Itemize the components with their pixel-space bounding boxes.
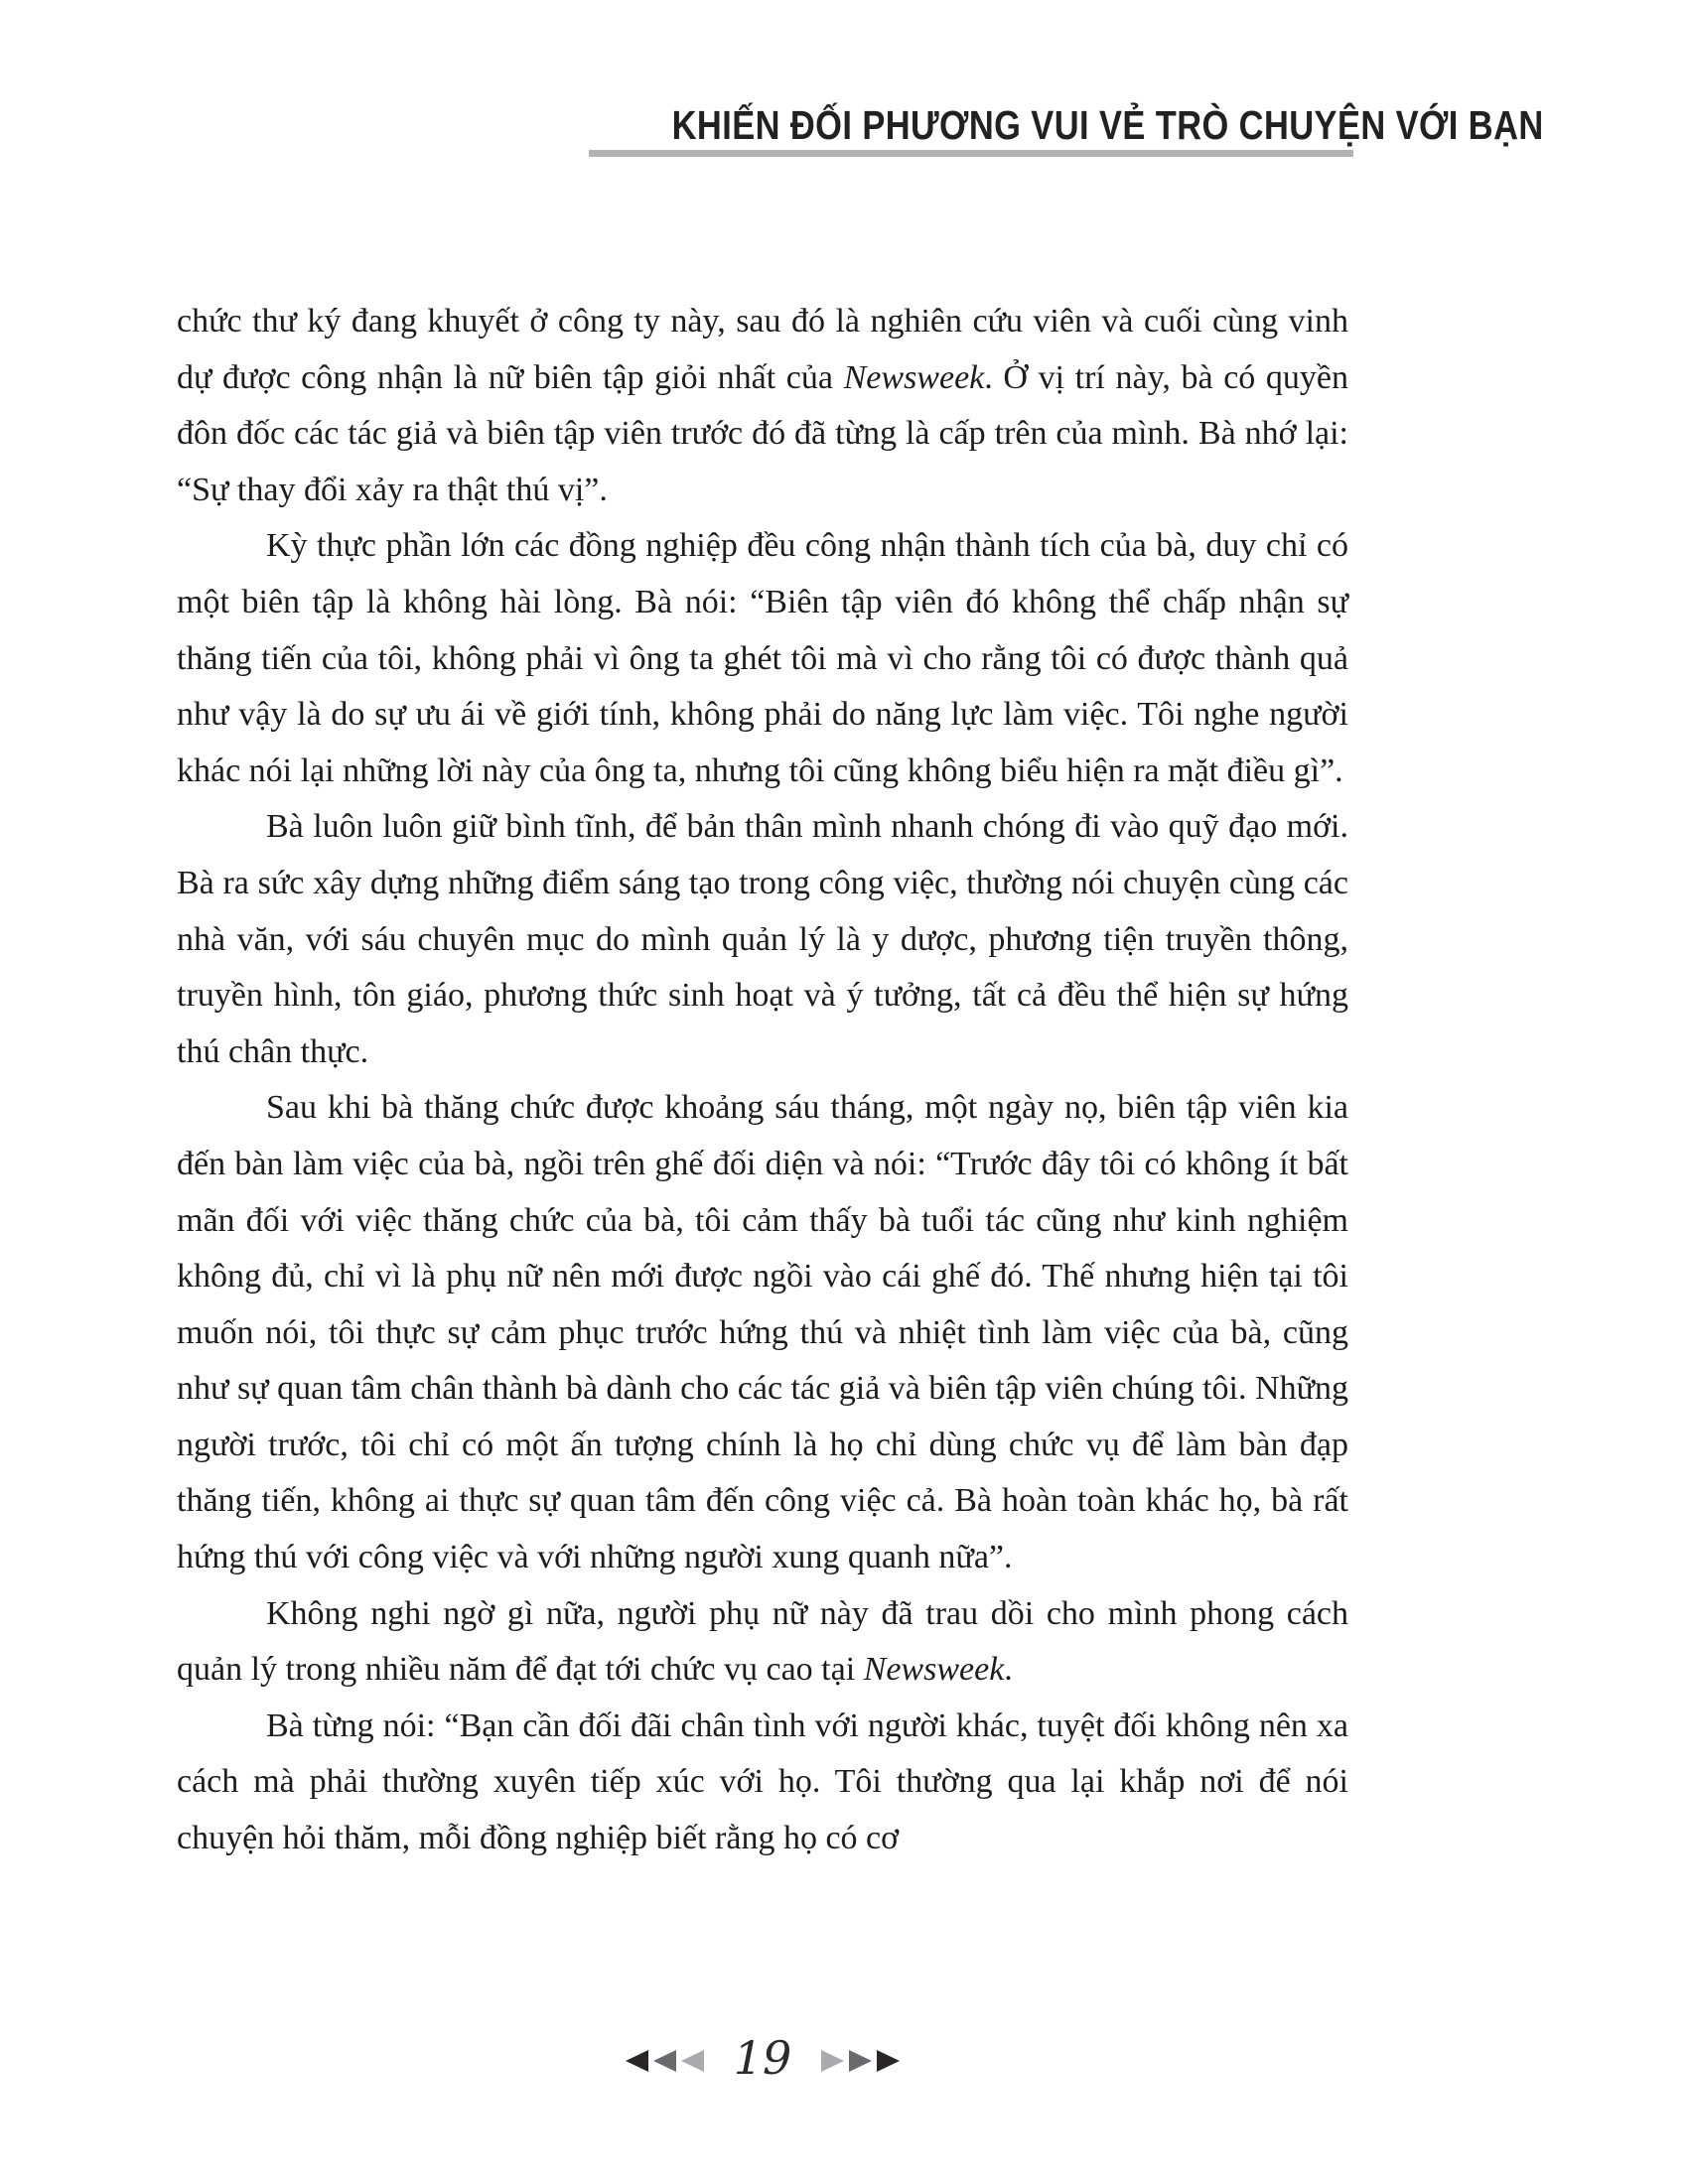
right-arrow-icon: [821, 2050, 844, 2072]
right-arrow-icon: [877, 2050, 900, 2072]
footer-right-ornament: [821, 2050, 900, 2072]
text-run: . Ở vị trí này, bà có quyền đôn đốc các tác giả và biên tập viên trước đó đã từng là cấp trên của mình. Bà nhớ lại: “Sự thay đổi xảy ra thật thú vị”.: [177, 358, 1348, 508]
footer-left-ornament: [626, 2050, 704, 2072]
text-run: .: [1004, 1651, 1013, 1689]
paragraph: [177, 518, 1348, 799]
text-run: Sau khi bà thăng chức được khoảng sáu tháng, một ngày nọ, biên tập viên kia đến bàn làm việc của bà, ngồi trên ghế đối diện và nói: “Trước đây tôi có không ít bất mãn đối với việc thăng chức của bà, tôi cảm thấy bà tuổi tác cũng như kinh nghiệm không đủ, chỉ vì là phụ nữ nên mới được ngồi vào cái ghế đó. Thế nhưng hiện tại tôi muốn nói, tôi thực sự cảm phục trước hứng thú và nhiệt tình làm việc của bà, cũng như sự quan tâm chân thành bà dành cho các tác giả và biên tập viên chúng tôi. Những người trước, tôi chỉ có một ấn tượng chính là họ chỉ dùng chức vụ để làm bàn đạp thăng tiến, không ai thực sự quan tâm đến công việc cả. Bà hoàn toàn khác họ, bà rất hứng thú với công việc và với những người xung quanh nữa”.: [177, 1089, 1348, 1576]
page-footer: [177, 2031, 1348, 2087]
left-arrow-icon: [653, 2050, 676, 2072]
paragraph: [177, 1699, 1348, 1867]
body-text: [177, 294, 1348, 1867]
italic-text: Newsweek: [843, 358, 985, 396]
text-run: chức thư ký đang khuyết ở công ty này, sau đó là nghiên cứu viên và cuối cùng vinh dự được công nhận là nữ biên tập giỏi nhất của: [177, 303, 1348, 396]
text-run: Bà luôn luôn giữ bình tĩnh, để bản thân mình nhanh chóng đi vào quỹ đạo mới. Bà ra sức xây dựng những điểm sáng tạo trong công việc, thường nói chuyện cùng các nhà văn, với sáu chuyên mục do mình quản lý là y dược, phương tiện truyền thông, truyền hình, tôn giáo, phương thức sinh hoạt và ý tưởng, tất cả đều thể hiện sự hứng thú chân thực.: [177, 808, 1348, 1070]
paragraph: [177, 294, 1348, 518]
paragraph: [177, 799, 1348, 1080]
italic-text: Newsweek: [863, 1651, 1005, 1689]
paragraph: [177, 1080, 1348, 1585]
paragraph: [177, 1586, 1348, 1699]
text-run: Bà từng nói: “Bạn cần đối đãi chân tình với người khác, tuyệt đối không nên xa cách mà phải thường xuyên tiếp xúc với họ. Tôi thường qua lại khắp nơi để nói chuyện hỏi thăm, mỗi đồng nghiệp biết rằng họ có cơ: [177, 1706, 1348, 1857]
right-arrow-icon: [849, 2050, 872, 2072]
page-number: 19: [733, 2031, 792, 2085]
left-arrow-icon: [626, 2050, 648, 2072]
left-arrow-icon: [681, 2050, 704, 2072]
text-run: Không nghi ngờ gì nữa, người phụ nữ này đã trau dồi cho mình phong cách quản lý trong nhiều năm để đạt tới chức vụ cao tại: [177, 1594, 1348, 1689]
chapter-title: KHIẾN ĐỐI PHƯƠNG VUI VẺ TRÒ CHUYỆN VỚI BẠN: [671, 102, 1544, 148]
text-run: Kỳ thực phần lớn các đồng nghiệp đều công nhận thành tích của bà, duy chỉ có một biên tập là không hài lòng. Bà nói: “Biên tập viên đó không thể chấp nhận sự thăng tiến của tôi, không phải vì ông ta ghét tôi mà vì cho rằng tôi có được thành quả như vậy là do sự ưu ái về giới tính, không phải do năng lực làm việc. Tôi nghe người khác nói lại những lời này của ông ta, nhưng tôi cũng không biểu hiện ra mặt điều gì”.: [177, 527, 1348, 789]
header-rule: [589, 150, 1353, 157]
running-header: [589, 102, 1544, 148]
